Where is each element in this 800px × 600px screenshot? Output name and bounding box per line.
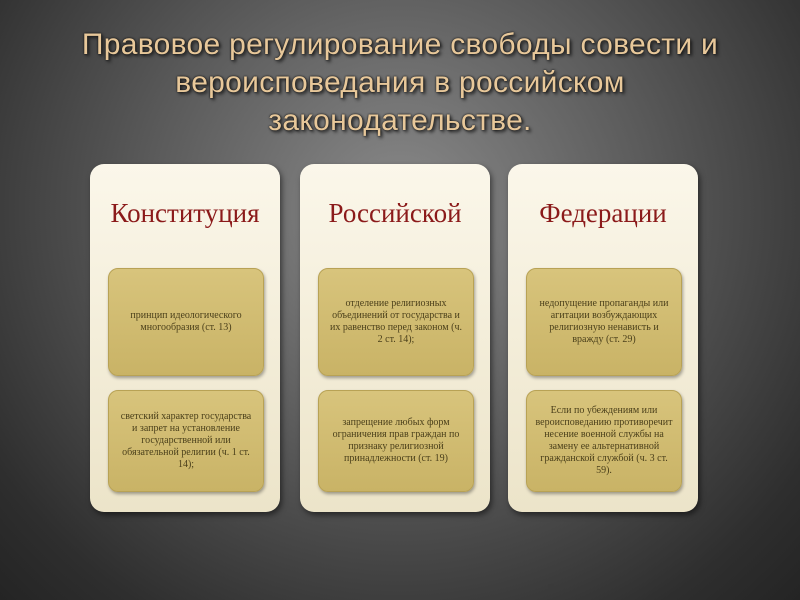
column-federation [508, 164, 698, 512]
decorative-square-icon [548, 584, 554, 590]
info-box [318, 390, 474, 492]
info-box [526, 390, 682, 492]
info-box-text: Если по убеждениям или вероисповеданию противоречит несение военной службы на замену ее альтернативной гражданской службой (ч. 3 ст. 59). [535, 405, 673, 476]
info-box [108, 390, 264, 492]
info-box [108, 268, 264, 376]
info-box [526, 268, 682, 376]
column-heading: Конституция [110, 198, 260, 228]
slide-title: Правовое регулирование свободы совести и вероисповедания в российском законодательстве. [81, 28, 719, 137]
info-box-text: светский характер государства и запрет на установление государственной или обязательной религии (ч. 1 ст. 14); [120, 411, 252, 470]
column-heading: Российской [328, 198, 462, 228]
info-box-text: принцип идеологического многообразия (ст. 13) [130, 310, 242, 333]
column-heading: Федерации [539, 198, 667, 228]
info-box-text: недопущение пропаганды или агитации возбуждающих религиозную ненависть и вражду (ст. 29) [539, 298, 669, 345]
column-constitution [90, 164, 280, 512]
info-box-text: отделение религиозных объединений от государства и их равенство перед законом (ч. 2 ст. 14); [330, 298, 462, 345]
info-box-text: запрещение любых форм ограничения прав граждан по признаку религиозной принадлежности (ст. 19) [332, 417, 460, 464]
info-box [318, 268, 474, 376]
column-russian [300, 164, 490, 512]
